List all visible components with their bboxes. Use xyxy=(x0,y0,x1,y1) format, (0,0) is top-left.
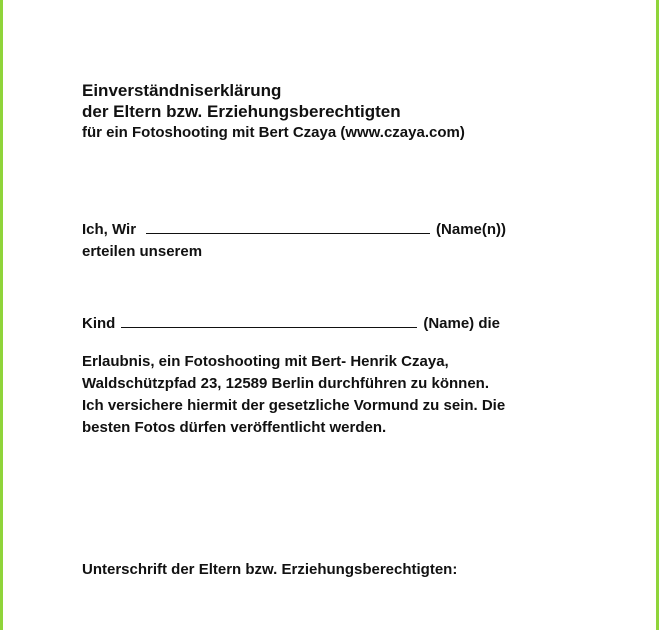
names-blank-field[interactable] xyxy=(146,219,430,234)
document-subtitle: für ein Fotoshooting mit Bert Czaya (www.czaya.com) xyxy=(82,124,465,141)
permission-paragraph xyxy=(82,351,642,439)
names-suffix: (Name(n)) xyxy=(436,221,507,238)
permission-line: Erlaubnis, ein Fotoshooting mit Bert- Henrik Czaya, xyxy=(82,353,449,370)
document-title-line-2: der Eltern bzw. Erziehungsberechtigten xyxy=(82,102,401,121)
permission-line: Ich versichere hiermit der gesetzliche Vormund zu sein. Die xyxy=(82,397,506,414)
names-prefix: Ich, Wir xyxy=(82,221,137,238)
signature-label: Unterschrift der Eltern bzw. Erziehungsberechtigten: xyxy=(82,561,458,578)
child-line xyxy=(82,313,642,335)
child-name-blank-field[interactable] xyxy=(121,313,417,328)
consent-form-content xyxy=(82,80,642,581)
permission-line: Waldschützpfad 23, 12589 Berlin durchführen zu können. xyxy=(82,375,490,392)
permission-line: besten Fotos dürfen veröffentlicht werden. xyxy=(82,419,387,436)
document-title-line-1: Einverständniserklärung xyxy=(82,81,282,100)
child-suffix: (Name) die xyxy=(423,315,501,332)
child-prefix: Kind xyxy=(82,315,116,332)
names-continuation: erteilen unserem xyxy=(82,243,203,260)
names-line xyxy=(82,219,642,241)
